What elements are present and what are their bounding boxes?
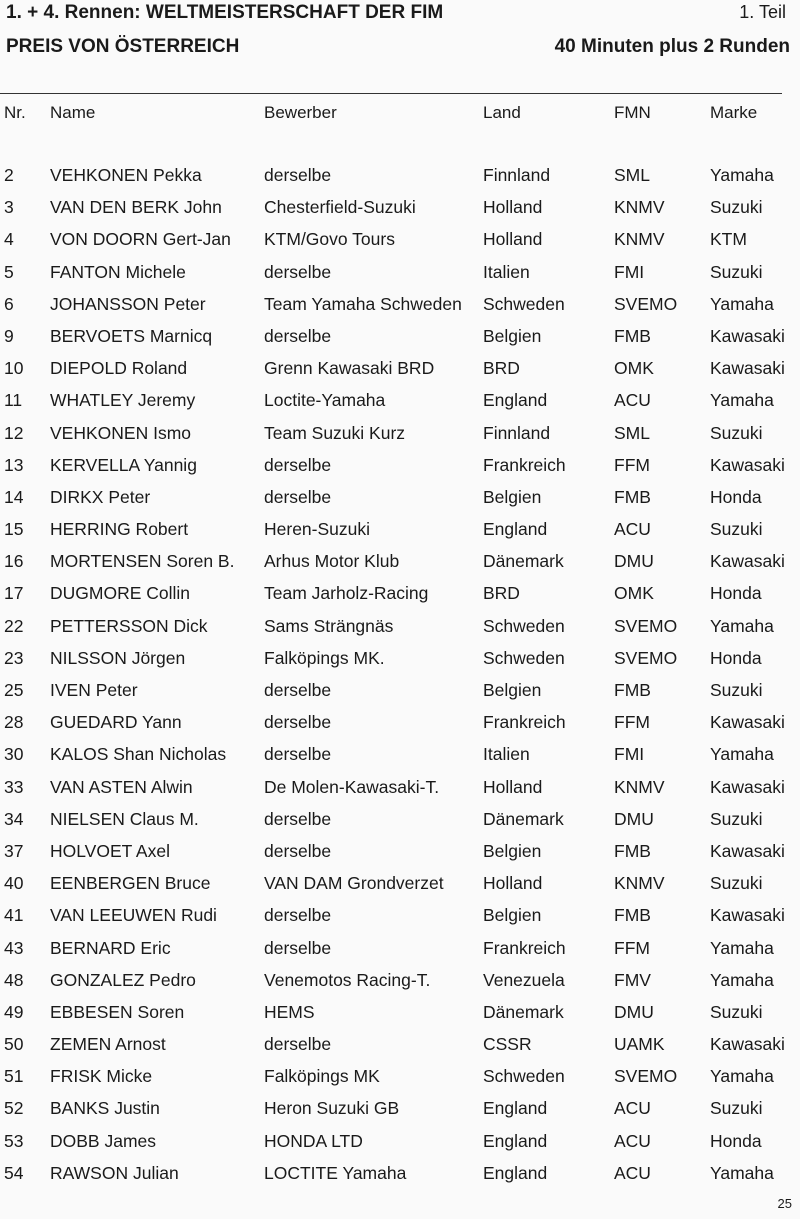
- cell-land: England: [483, 1130, 548, 1151]
- cell-name: EBBESEN Soren: [50, 1001, 185, 1022]
- cell-bewerber: Team Yamaha Schweden: [264, 293, 462, 314]
- cell-nr: 12: [4, 422, 24, 443]
- cell-marke: Honda: [710, 583, 762, 604]
- table-row: [0, 453, 800, 485]
- table-row: [0, 710, 800, 742]
- cell-fmn: DMU: [614, 1001, 654, 1022]
- cell-land: Holland: [483, 229, 543, 250]
- table-row: [0, 1032, 800, 1064]
- cell-fmn: KNMV: [614, 197, 665, 218]
- cell-name: HOLVOET Axel: [50, 840, 170, 861]
- cell-nr: 17: [4, 583, 24, 604]
- cell-bewerber: HEMS: [264, 1001, 315, 1022]
- cell-nr: 11: [4, 390, 23, 411]
- cell-fmn: ACU: [614, 519, 651, 540]
- header-line-1: [6, 2, 790, 24]
- cell-marke: Suzuki: [710, 1098, 763, 1119]
- cell-bewerber: derselbe: [264, 165, 332, 185]
- cell-bewerber: derselbe: [264, 261, 332, 282]
- cell-name: NILSSON Jörgen: [50, 647, 186, 668]
- cell-nr: 23: [4, 647, 24, 668]
- cell-nr: 3: [4, 197, 14, 218]
- cell-fmn: OMK: [614, 583, 654, 604]
- cell-name: DIRKX Peter: [50, 486, 151, 507]
- table-row: [0, 549, 800, 581]
- cell-fmn: KNMV: [614, 873, 665, 894]
- cell-marke: Yamaha: [710, 1162, 774, 1183]
- cell-nr: 54: [4, 1162, 24, 1183]
- cell-name: MORTENSEN Soren B.: [50, 551, 235, 572]
- cell-land: Belgien: [483, 905, 542, 926]
- cell-nr: 14: [4, 486, 24, 507]
- cell-name: KERVELLA Yannig: [50, 454, 197, 475]
- cell-fmn: ACU: [614, 1130, 651, 1151]
- cell-marke: Honda: [710, 1130, 762, 1151]
- table-row: [0, 1129, 800, 1161]
- rider-table: [0, 163, 800, 1193]
- cell-marke: Suzuki: [710, 1001, 763, 1022]
- cell-land: Venezuela: [483, 969, 565, 990]
- table-row: [0, 1161, 800, 1193]
- cell-name: RAWSON Julian: [50, 1162, 179, 1183]
- cell-name: FANTON Michele: [50, 261, 186, 282]
- table-row: [0, 646, 800, 678]
- cell-name: HERRING Robert: [50, 519, 189, 540]
- cell-name: VAN ASTEN Alwin: [50, 776, 193, 797]
- cell-fmn: ACU: [614, 1162, 651, 1183]
- cell-bewerber: VAN DAM Grondverzet: [264, 873, 444, 894]
- cell-land: Schweden: [483, 293, 565, 314]
- column-header-nr: Nr.: [4, 103, 26, 122]
- cell-fmn: KNMV: [614, 229, 665, 250]
- cell-bewerber: derselbe: [264, 712, 332, 733]
- cell-fmn: FMB: [614, 840, 651, 861]
- cell-name: VAN DEN BERK John: [50, 197, 222, 218]
- cell-marke: Suzuki: [710, 422, 763, 443]
- cell-fmn: FMB: [614, 486, 651, 507]
- cell-land: Schweden: [483, 647, 565, 668]
- table-header: [0, 103, 800, 125]
- cell-land: BRD: [483, 358, 520, 379]
- cell-name: BERNARD Eric: [50, 937, 171, 958]
- cell-land: Belgien: [483, 840, 542, 861]
- cell-nr: 50: [4, 1034, 24, 1055]
- cell-land: CSSR: [483, 1034, 532, 1055]
- cell-land: England: [483, 390, 548, 411]
- cell-bewerber: derselbe: [264, 454, 332, 475]
- cell-marke: Yamaha: [710, 293, 774, 314]
- cell-marke: Suzuki: [710, 873, 763, 894]
- cell-bewerber: Arhus Motor Klub: [264, 551, 400, 572]
- cell-name: KALOS Shan Nicholas: [50, 744, 227, 765]
- cell-bewerber: Heren-Suzuki: [264, 519, 371, 540]
- cell-bewerber: Loctite-Yamaha: [264, 390, 386, 411]
- cell-marke: Kawasaki: [710, 454, 785, 475]
- table-row: [0, 517, 800, 549]
- cell-nr: 37: [4, 840, 24, 861]
- table-row: [0, 1096, 800, 1128]
- part-label: 1. Teil: [739, 2, 786, 22]
- cell-bewerber: derselbe: [264, 680, 332, 700]
- cell-fmn: SML: [614, 422, 650, 443]
- cell-land: Dänemark: [483, 551, 564, 572]
- table-row: [0, 775, 800, 807]
- cell-marke: Yamaha: [710, 390, 774, 411]
- cell-nr: 33: [4, 776, 24, 797]
- cell-name: DIEPOLD Roland: [50, 358, 188, 379]
- cell-marke: Yamaha: [710, 744, 774, 765]
- page-title: 1. + 4. Rennen: WELTMEISTERSCHAFT DER FIM: [6, 2, 444, 23]
- cell-bewerber: derselbe: [264, 937, 332, 958]
- cell-nr: 28: [4, 712, 24, 733]
- cell-land: Holland: [483, 197, 543, 218]
- table-row: [0, 227, 800, 259]
- cell-name: VEHKONEN Pekka: [50, 165, 202, 185]
- cell-land: Holland: [483, 776, 543, 797]
- table-row: [0, 485, 800, 517]
- cell-land: Italien: [483, 261, 530, 282]
- cell-name: JOHANSSON Peter: [50, 293, 206, 314]
- cell-marke: KTM: [710, 229, 747, 250]
- cell-land: England: [483, 519, 548, 540]
- table-row: [0, 581, 800, 613]
- cell-marke: Kawasaki: [710, 551, 785, 572]
- table-row: [0, 839, 800, 871]
- cell-nr: 22: [4, 615, 24, 636]
- subtitle: PREIS VON ÖSTERREICH: [6, 36, 240, 57]
- cell-land: Frankreich: [483, 454, 566, 475]
- cell-name: VAN LEEUWEN Rudi: [50, 905, 217, 926]
- cell-land: Belgien: [483, 680, 542, 700]
- cell-bewerber: KTM/Govo Tours: [264, 229, 395, 250]
- cell-nr: 2: [4, 165, 14, 185]
- cell-land: Schweden: [483, 1066, 565, 1087]
- column-header-bewerber: Bewerber: [264, 103, 337, 122]
- cell-land: England: [483, 1162, 548, 1183]
- cell-nr: 10: [4, 358, 24, 379]
- page-number: 25: [777, 1196, 792, 1211]
- cell-bewerber: Team Jarholz-Racing: [264, 583, 429, 604]
- cell-marke: Honda: [710, 647, 762, 668]
- cell-nr: 16: [4, 551, 24, 572]
- cell-fmn: DMU: [614, 551, 654, 572]
- cell-fmn: ACU: [614, 390, 651, 411]
- cell-bewerber: Team Suzuki Kurz: [264, 422, 406, 443]
- cell-bewerber: HONDA LTD: [264, 1130, 363, 1151]
- cell-bewerber: Sams Strängnäs: [264, 615, 394, 636]
- cell-name: IVEN Peter: [50, 680, 138, 700]
- cell-nr: 51: [4, 1066, 24, 1087]
- cell-nr: 25: [4, 680, 24, 700]
- cell-bewerber: derselbe: [264, 1034, 332, 1055]
- cell-bewerber: derselbe: [264, 905, 332, 926]
- cell-fmn: SVEMO: [614, 647, 678, 668]
- cell-bewerber: Grenn Kawasaki BRD: [264, 358, 435, 379]
- cell-marke: Suzuki: [710, 261, 763, 282]
- duration-label: 40 Minuten plus 2 Runden: [554, 36, 790, 57]
- cell-land: Frankreich: [483, 712, 566, 733]
- cell-land: Dänemark: [483, 808, 564, 829]
- cell-fmn: FMI: [614, 261, 645, 282]
- cell-fmn: FMI: [614, 744, 645, 765]
- cell-name: FRISK Micke: [50, 1066, 153, 1087]
- cell-fmn: FFM: [614, 454, 650, 475]
- cell-fmn: SVEMO: [614, 1066, 678, 1087]
- cell-nr: 9: [4, 325, 14, 346]
- cell-land: BRD: [483, 583, 520, 604]
- cell-marke: Suzuki: [710, 197, 763, 218]
- cell-nr: 40: [4, 873, 24, 894]
- cell-marke: Yamaha: [710, 1066, 774, 1087]
- column-header-name: Name: [50, 103, 96, 122]
- cell-fmn: UAMK: [614, 1034, 665, 1055]
- table-row: [0, 324, 800, 356]
- table-row: [0, 260, 800, 292]
- cell-bewerber: Chesterfield-Suzuki: [264, 197, 416, 218]
- cell-bewerber: derselbe: [264, 840, 332, 861]
- cell-name: VON DOORN Gert-Jan: [50, 229, 231, 250]
- cell-nr: 4: [4, 229, 14, 250]
- cell-bewerber: De Molen-Kawasaki-T.: [264, 776, 440, 797]
- cell-land: Schweden: [483, 615, 565, 636]
- cell-bewerber: derselbe: [264, 808, 332, 829]
- cell-fmn: DMU: [614, 808, 654, 829]
- cell-nr: 52: [4, 1098, 24, 1119]
- cell-nr: 49: [4, 1001, 24, 1022]
- cell-name: DUGMORE Collin: [50, 583, 191, 604]
- table-row: [0, 968, 800, 1000]
- cell-bewerber: Heron Suzuki GB: [264, 1098, 400, 1119]
- cell-land: Italien: [483, 744, 530, 765]
- cell-bewerber: Falköpings MK.: [264, 647, 385, 668]
- table-row: [0, 936, 800, 968]
- cell-land: Belgien: [483, 486, 542, 507]
- cell-bewerber: derselbe: [264, 486, 332, 507]
- cell-marke: Kawasaki: [710, 905, 785, 926]
- cell-name: VEHKONEN Ismo: [50, 422, 191, 443]
- cell-marke: Kawasaki: [710, 776, 785, 797]
- header-line-2: [6, 36, 790, 58]
- cell-nr: 6: [4, 293, 14, 314]
- cell-nr: 5: [4, 261, 14, 282]
- cell-fmn: KNMV: [614, 776, 665, 797]
- cell-nr: 43: [4, 937, 24, 958]
- cell-marke: Yamaha: [710, 165, 774, 185]
- table-row: [0, 1064, 800, 1096]
- cell-nr: 13: [4, 454, 24, 475]
- cell-fmn: FMB: [614, 680, 651, 700]
- table-row: [0, 678, 800, 710]
- table-row: [0, 614, 800, 646]
- cell-nr: 41: [4, 905, 24, 926]
- cell-nr: 15: [4, 519, 24, 540]
- cell-bewerber: LOCTITE Yamaha: [264, 1162, 407, 1183]
- cell-name: BANKS Justin: [50, 1098, 160, 1119]
- cell-bewerber: Falköpings MK: [264, 1066, 380, 1087]
- cell-marke: Kawasaki: [710, 1034, 785, 1055]
- cell-name: GONZALEZ Pedro: [50, 969, 196, 990]
- cell-marke: Suzuki: [710, 808, 763, 829]
- cell-nr: 30: [4, 744, 24, 765]
- cell-land: Finnland: [483, 165, 551, 185]
- header-divider: [0, 93, 782, 94]
- cell-marke: Suzuki: [710, 680, 763, 700]
- cell-marke: Honda: [710, 486, 762, 507]
- column-header-land: Land: [483, 103, 521, 122]
- cell-fmn: FMB: [614, 905, 651, 926]
- cell-land: Finnland: [483, 422, 551, 443]
- cell-bewerber: derselbe: [264, 744, 332, 765]
- cell-bewerber: derselbe: [264, 325, 332, 346]
- cell-fmn: SVEMO: [614, 293, 678, 314]
- table-row: [0, 1000, 800, 1032]
- table-row: [0, 292, 800, 324]
- cell-land: England: [483, 1098, 548, 1119]
- cell-nr: 53: [4, 1130, 24, 1151]
- table-row: [0, 356, 800, 388]
- cell-marke: Kawasaki: [710, 325, 785, 346]
- cell-name: ZEMEN Arnost: [50, 1034, 166, 1055]
- cell-nr: 34: [4, 808, 24, 829]
- cell-land: Dänemark: [483, 1001, 564, 1022]
- cell-marke: Kawasaki: [710, 712, 785, 733]
- cell-marke: Kawasaki: [710, 840, 785, 861]
- table-row: [0, 421, 800, 453]
- cell-name: WHATLEY Jeremy: [50, 390, 196, 411]
- cell-name: EENBERGEN Bruce: [50, 873, 211, 894]
- table-row: [0, 807, 800, 839]
- cell-marke: Suzuki: [710, 519, 763, 540]
- cell-fmn: FMV: [614, 969, 651, 990]
- cell-fmn: SVEMO: [614, 615, 678, 636]
- cell-fmn: SML: [614, 165, 650, 185]
- cell-name: PETTERSSON Dick: [50, 615, 208, 636]
- cell-marke: Yamaha: [710, 615, 774, 636]
- cell-fmn: FFM: [614, 937, 650, 958]
- table-row: [0, 903, 800, 935]
- cell-name: NIELSEN Claus M.: [50, 808, 199, 829]
- cell-land: Frankreich: [483, 937, 566, 958]
- cell-fmn: OMK: [614, 358, 654, 379]
- cell-nr: 48: [4, 969, 24, 990]
- cell-fmn: FMB: [614, 325, 651, 346]
- cell-marke: Yamaha: [710, 937, 774, 958]
- table-row: [0, 163, 800, 195]
- cell-bewerber: Venemotos Racing-T.: [264, 969, 431, 990]
- cell-land: Belgien: [483, 325, 542, 346]
- cell-marke: Kawasaki: [710, 358, 785, 379]
- cell-name: GUEDARD Yann: [50, 712, 182, 733]
- table-row: [0, 195, 800, 227]
- cell-land: Holland: [483, 873, 543, 894]
- table-row: [0, 871, 800, 903]
- table-row: [0, 742, 800, 774]
- column-header-fmn: FMN: [614, 103, 651, 122]
- table-row: [0, 388, 800, 420]
- cell-marke: Yamaha: [710, 969, 774, 990]
- cell-name: DOBB James: [50, 1130, 156, 1151]
- cell-name: BERVOETS Marnicq: [50, 325, 213, 346]
- cell-fmn: FFM: [614, 712, 650, 733]
- cell-fmn: ACU: [614, 1098, 651, 1119]
- column-header-marke: Marke: [710, 103, 758, 122]
